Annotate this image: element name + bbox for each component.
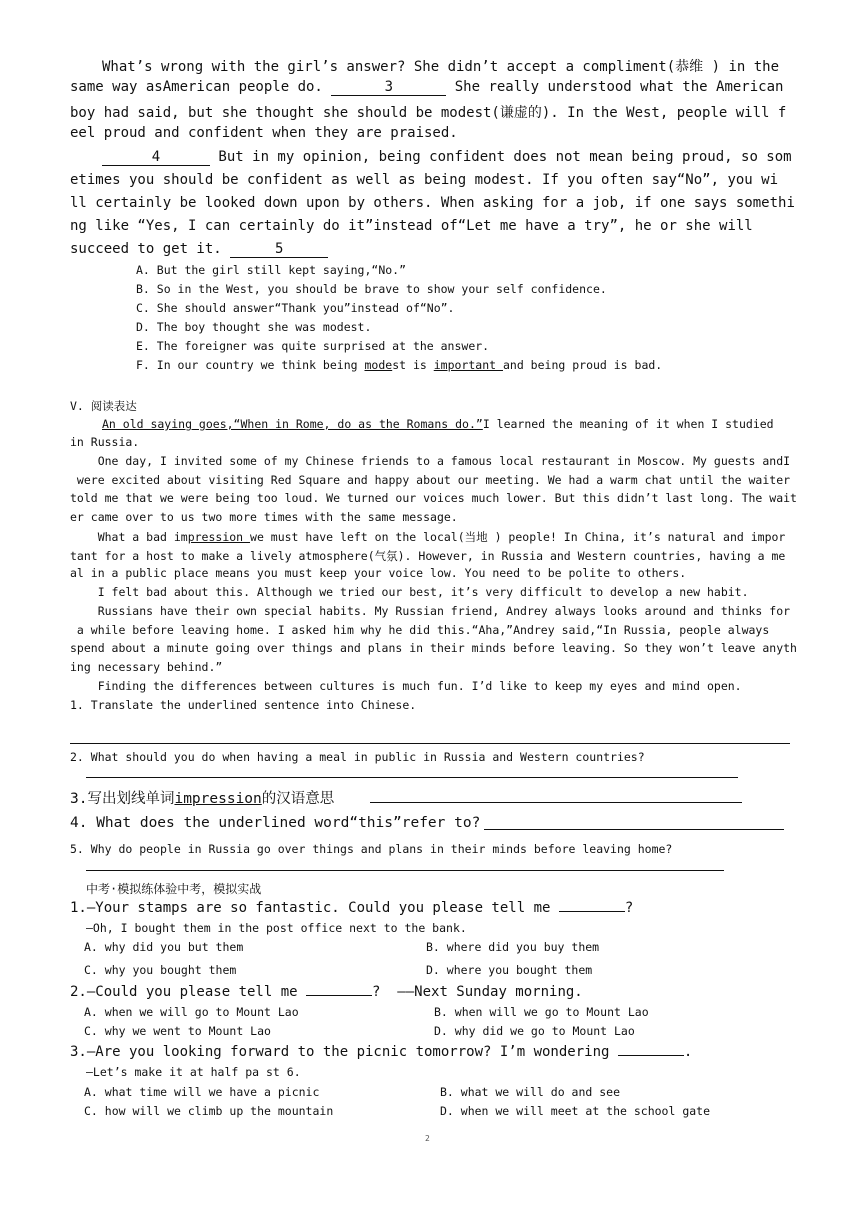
page-number: 2 bbox=[425, 1134, 430, 1143]
mc2-option-a[interactable]: A. when we will go to Mount Lao bbox=[84, 1005, 299, 1019]
reading-line: What a bad impression we must have left on the local(当地 ) people! In China, it’s natural and impor bbox=[70, 530, 786, 544]
passage-line: etimes you should be confident as well as being modest. If you often say“No”, you wi bbox=[70, 172, 779, 188]
underlined-word: impression bbox=[174, 791, 262, 807]
mc-question-2: 2.—Could you please tell me ? ——Next Sunday morning. bbox=[70, 984, 583, 1000]
blank-5[interactable]: 5 bbox=[230, 241, 328, 258]
reading-line: Finding the differences between cultures is much fun. I’d like to keep my eyes and mind open. bbox=[70, 679, 742, 693]
answer-line-1[interactable] bbox=[70, 743, 790, 744]
blank-mc-2[interactable] bbox=[306, 995, 372, 996]
passage-line: 4 But in my opinion, being confident does not mean being proud, so som bbox=[102, 149, 792, 166]
mc-answer: —Oh, I bought them in the post office next to the bank. bbox=[86, 921, 467, 935]
blank-3[interactable]: 3 bbox=[331, 79, 446, 96]
question-2: 2. What should you do when having a meal in public in Russia and Western countries? bbox=[70, 750, 645, 764]
underlined-word: pression bbox=[187, 530, 251, 544]
mc-question-1: 1.—Your stamps are so fantastic. Could you please tell me ? bbox=[70, 900, 634, 916]
passage-line: ll certainly be looked down upon by others. When asking for a job, if one says somethi bbox=[70, 195, 795, 211]
mc1-option-b[interactable]: B. where did you buy them bbox=[426, 940, 600, 954]
question-3: 3.写出划线单词impression的汉语意思 bbox=[70, 791, 335, 807]
reading-line: ing necessary behind.” bbox=[70, 660, 223, 674]
blank-mc-3[interactable] bbox=[618, 1055, 684, 1056]
reading-line: I felt bad about this. Although we tried our best, it’s very difficult to develop a new habit. bbox=[70, 585, 749, 599]
passage-line: ng like “Yes, I can certainly do it”instead of“Let me have a try”, he or she will bbox=[70, 218, 753, 234]
passage-line: same way asAmerican people do. 3 She really understood what the American bbox=[70, 79, 784, 95]
passage-line: boy had said, but she thought she should be modest(谦虚的). In the West, people will f bbox=[70, 105, 787, 121]
reading-line: a while before leaving home. I asked him why he did this.“Aha,”Andrey said,“In Russia, people always bbox=[70, 623, 770, 637]
reading-line: told me that we were being too loud. We turned our voices much lower. But this didn’t last long. The wait bbox=[70, 491, 797, 505]
question-4: 4. What does the underlined word“this”refer to? bbox=[70, 815, 481, 831]
section-heading: V. 阅读表达 bbox=[70, 399, 137, 413]
answer-line-3[interactable] bbox=[370, 802, 742, 803]
answer-line-2[interactable] bbox=[86, 777, 738, 778]
reading-line: in Russia. bbox=[70, 435, 140, 449]
mc1-option-c[interactable]: C. why you bought them bbox=[84, 963, 237, 977]
reading-line: er came over to us two more times with the same message. bbox=[70, 510, 458, 524]
option-a: A. But the girl still kept saying,“No.” bbox=[136, 263, 407, 277]
passage-line: What’s wrong with the girl’s answer? She didn’t accept a compliment(恭维 ) in the bbox=[102, 59, 780, 75]
mc-question-3: 3.—Are you looking forward to the picnic tomorrow? I’m wondering . bbox=[70, 1044, 693, 1060]
passage-line: succeed to get it. 5 bbox=[70, 241, 328, 258]
mc2-option-b[interactable]: B. when will we go to Mount Lao bbox=[434, 1005, 649, 1019]
reading-line: Russians have their own special habits. My Russian friend, Andrey always looks around and thinks for bbox=[70, 604, 791, 618]
mc-answer: —Let’s make it at half pa st 6. bbox=[86, 1065, 301, 1079]
option-d: D. The boy thought she was modest. bbox=[136, 320, 372, 334]
question-5: 5. Why do people in Russia go over things and plans in their minds before leaving home? bbox=[70, 842, 673, 856]
answer-line-5[interactable] bbox=[86, 870, 724, 871]
reading-line: al in a public place means you must keep your voice low. You need to be polite to others. bbox=[70, 566, 687, 580]
mc3-option-c[interactable]: C. how will we climb up the mountain bbox=[84, 1104, 334, 1118]
option-b: B. So in the West, you should be brave to show your self confidence. bbox=[136, 282, 607, 296]
reading-line: An old saying goes,“When in Rome, do as the Romans do.”I learned the meaning of it when I studied bbox=[102, 417, 774, 431]
option-f: F. In our country we think being modest is important and being proud is bad. bbox=[136, 358, 663, 372]
blank-mc-1[interactable] bbox=[559, 911, 625, 912]
mc3-option-a[interactable]: A. what time will we have a picnic bbox=[84, 1085, 320, 1099]
mc2-option-d[interactable]: D. why did we go to Mount Lao bbox=[434, 1024, 635, 1038]
reading-line: One day, I invited some of my Chinese friends to a famous local restaurant in Moscow. My guests andI bbox=[70, 454, 791, 468]
answer-line-4[interactable] bbox=[484, 829, 784, 830]
option-e: E. The foreigner was quite surprised at the answer. bbox=[136, 339, 490, 353]
mc3-option-d[interactable]: D. when we will meet at the school gate bbox=[440, 1104, 711, 1118]
reading-line: spend about a minute going over things and plans in their minds before leaving. So they won’t leave anyth bbox=[70, 641, 797, 655]
mc1-option-a[interactable]: A. why did you but them bbox=[84, 940, 244, 954]
question-1: 1. Translate the underlined sentence into Chinese. bbox=[70, 698, 417, 712]
mc1-option-d[interactable]: D. where you bought them bbox=[426, 963, 593, 977]
passage-line: eel proud and confident when they are praised. bbox=[70, 125, 458, 141]
section-heading: 中考·模拟练体验中考，模拟实战 bbox=[86, 882, 262, 896]
reading-line: tant for a host to make a lively atmosphere(气氛). However, in Russia and Western countries, having a me bbox=[70, 549, 786, 563]
reading-line: were excited about visiting Red Square and happy about our meeting. We had a warm chat until the waiter bbox=[70, 473, 791, 487]
mc3-option-b[interactable]: B. what we will do and see bbox=[440, 1085, 621, 1099]
blank-4[interactable]: 4 bbox=[102, 149, 210, 166]
underlined-sentence: An old saying goes,“When in Rome, do as the Romans do.” bbox=[102, 417, 483, 431]
mc2-option-c[interactable]: C. why we went to Mount Lao bbox=[84, 1024, 271, 1038]
option-c: C. She should answer“Thank you”instead of“No”. bbox=[136, 301, 455, 315]
